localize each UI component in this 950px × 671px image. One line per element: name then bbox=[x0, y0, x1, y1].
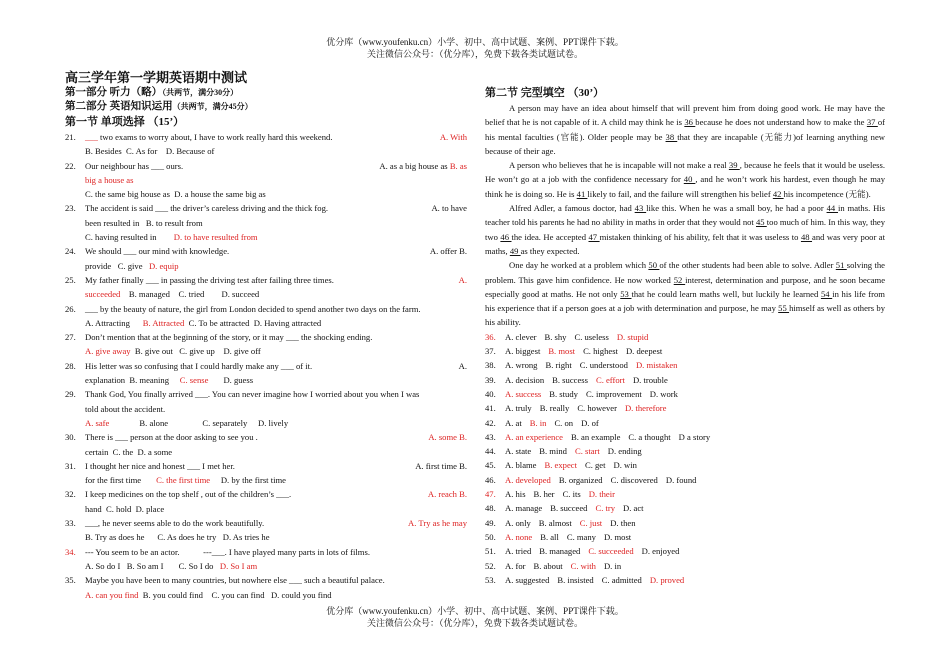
question-text: A. safe bbox=[85, 417, 110, 428]
question-item bbox=[65, 387, 467, 430]
part-one-title: 第一部分 听力（略） bbox=[65, 87, 163, 98]
answer-row bbox=[485, 487, 885, 501]
passage-text: of the other students had been able to solve. Adler bbox=[659, 260, 836, 271]
answer-option: C. get bbox=[584, 460, 606, 471]
question-line bbox=[85, 159, 467, 173]
answer-option: C. many bbox=[566, 531, 596, 542]
answer-option: C. try bbox=[595, 503, 616, 514]
question-line bbox=[85, 316, 467, 330]
blank-number: 51 bbox=[835, 260, 847, 271]
answer-option: C. its bbox=[562, 489, 581, 500]
passage-text: in maths. His teacher told his parents he had no ability in maths in order that they would not bbox=[485, 203, 886, 228]
question-line bbox=[85, 273, 467, 287]
question-text: been resulted in B. to result from bbox=[85, 217, 203, 228]
blank-number: 55 bbox=[778, 303, 790, 314]
question-text: ___ bbox=[85, 132, 98, 142]
blank-number: 52 bbox=[673, 274, 686, 285]
answer-option: B. almost bbox=[538, 517, 572, 528]
question-item bbox=[65, 430, 467, 459]
question-choice: A. reach B. bbox=[427, 489, 467, 500]
question-line bbox=[85, 359, 467, 373]
question-choice: A. as a big house as B. as bbox=[379, 160, 467, 171]
question-line bbox=[85, 559, 467, 573]
question-choice: A. first time B. bbox=[415, 460, 467, 471]
question-line bbox=[85, 187, 467, 201]
passage-text: his incompetence (无能). bbox=[783, 188, 871, 199]
question-text: B. Try as does he C. As does he try D. As tries he bbox=[85, 532, 270, 543]
answer-option: B. really bbox=[539, 403, 570, 414]
question-choice: B. bbox=[456, 432, 467, 443]
answer-option: B. about bbox=[533, 560, 563, 571]
question-number: 23. bbox=[65, 203, 76, 214]
answer-option: D. therefore bbox=[624, 403, 667, 414]
question-text: C. sense bbox=[179, 375, 209, 386]
question-number: 32. bbox=[65, 489, 76, 500]
answer-option: A. truly bbox=[505, 403, 532, 414]
question-item bbox=[65, 273, 467, 302]
question-item bbox=[65, 130, 467, 159]
question-text: B. give out C. give up D. give off bbox=[130, 346, 261, 357]
exam-title: 高三学年第一学期英语期中测试 bbox=[65, 70, 248, 85]
answer-option: D. proved bbox=[649, 574, 685, 585]
passage-text: that they are incapable (无能力)of learning anything new because of their age. bbox=[485, 131, 885, 156]
question-line bbox=[85, 387, 467, 401]
cloze-options bbox=[485, 330, 885, 587]
question-text: Maybe you have been to many countries, but nowhere else ___ such a beautiful palace. bbox=[85, 575, 385, 586]
answer-option: C. highest bbox=[583, 346, 618, 357]
question-text: C. To be attracted D. Having attracted bbox=[184, 317, 322, 328]
answer-option: B. all bbox=[540, 531, 559, 542]
answer-option: B. study bbox=[549, 388, 578, 399]
answer-option: D. work bbox=[649, 388, 678, 399]
answer-row bbox=[485, 516, 885, 530]
question-text: D. So I am bbox=[219, 560, 258, 571]
part-two-heading bbox=[65, 100, 467, 114]
answer-row bbox=[485, 501, 885, 515]
footer-line-1: 优分库（www.youfenku.cn）小学、初中、高中试题、案例、PPT课件下载。 bbox=[326, 606, 624, 616]
answer-option: A. developed bbox=[505, 474, 551, 485]
answer-number: 53. bbox=[485, 574, 496, 585]
blank-number: 44 bbox=[826, 203, 839, 214]
question-line bbox=[85, 287, 467, 301]
question-number: 29. bbox=[65, 389, 76, 400]
question-text: succeeded bbox=[85, 289, 121, 300]
answer-option: C. start bbox=[574, 446, 600, 457]
question-line bbox=[85, 144, 467, 158]
part-one-heading bbox=[65, 86, 467, 100]
question-text: --- You seem to be an actor. ---___. I have played many parts in lots of films. bbox=[85, 546, 370, 557]
answer-option: D. act bbox=[623, 503, 644, 514]
passage-text: solving the problem. This gave him confidence. He now worked bbox=[485, 260, 885, 285]
question-line bbox=[85, 216, 467, 230]
answer-option: A. manage bbox=[505, 503, 543, 514]
answer-option: B. insisted bbox=[557, 574, 594, 585]
section-two-heading: 第二节 完型填空 （30’） bbox=[485, 87, 605, 99]
question-item bbox=[65, 244, 467, 273]
answer-row bbox=[485, 416, 885, 430]
passage-text: and was very poor at maths, bbox=[485, 231, 885, 256]
answer-option: A. tried bbox=[505, 546, 532, 557]
question-text: ___ by the beauty of nature, the girl from London decided to spend another two days on the farm. bbox=[85, 303, 421, 314]
blank-number: 39 bbox=[728, 160, 740, 171]
question-number: 22. bbox=[65, 160, 76, 171]
passage-text: himself as well as others by his ability. bbox=[485, 303, 885, 328]
question-item bbox=[65, 573, 467, 602]
question-text: told about the accident. bbox=[85, 403, 166, 414]
blank-number: 45 bbox=[756, 217, 767, 228]
blank-number: 42 bbox=[772, 188, 784, 199]
question-text: two exams to worry about, I have to work really hard this weekend. bbox=[97, 132, 333, 142]
part-one-note: （共两节，满分30分） bbox=[162, 88, 239, 97]
question-line bbox=[85, 402, 467, 416]
answer-number: 41. bbox=[485, 403, 496, 414]
question-text: for the first time bbox=[85, 475, 157, 486]
answer-option: C. effort bbox=[595, 374, 625, 385]
answer-row bbox=[485, 373, 885, 387]
question-text: Our neighbour has ___ ours. bbox=[85, 160, 184, 171]
question-text: A. can you find bbox=[85, 589, 139, 600]
answer-option: D. win bbox=[613, 460, 637, 471]
answer-option: D. found bbox=[665, 474, 697, 485]
blank-number: 41 bbox=[576, 188, 588, 199]
left-column bbox=[65, 70, 467, 602]
question-text: I thought her nice and honest ___ I met her. bbox=[85, 460, 235, 471]
question-line bbox=[85, 588, 467, 602]
answer-option: D. deepest bbox=[625, 346, 663, 357]
answer-row bbox=[485, 559, 885, 573]
question-choice: B. as bbox=[449, 160, 467, 171]
passage-text: that he could learn maths well, but luckily he learned bbox=[631, 288, 821, 299]
answer-row bbox=[485, 344, 885, 358]
answer-option: D. their bbox=[588, 489, 615, 500]
answer-number: 48. bbox=[485, 503, 496, 514]
question-line bbox=[85, 545, 467, 559]
passage-text: A person who believes that he is incapable will not make a real bbox=[509, 160, 729, 171]
question-text: B. managed C. tried D. succeed bbox=[120, 289, 260, 300]
question-text: Don’t mention that at the beginning of the story, or it may ___ the shocking ending. bbox=[85, 332, 373, 343]
question-line bbox=[85, 459, 467, 473]
question-line bbox=[85, 473, 467, 487]
question-line bbox=[85, 130, 467, 144]
question-number: 21. bbox=[65, 132, 76, 142]
passage-paragraph bbox=[485, 201, 885, 258]
question-choice: A. Try as he may bbox=[408, 518, 467, 529]
question-text: Thank God, You finally arrived ___. You can never imagine how I worried about you when I was bbox=[85, 389, 420, 400]
passage-text: likely to fail, and the failure will strengthen his belief bbox=[587, 188, 773, 199]
answer-option: B. mind bbox=[539, 446, 567, 457]
question-line bbox=[85, 344, 467, 358]
question-text: B. Besides C. As for D. Because of bbox=[85, 146, 215, 157]
question-text: There is ___ person at the door asking to see you . bbox=[85, 432, 258, 443]
question-item bbox=[65, 330, 467, 359]
question-item bbox=[65, 516, 467, 545]
header-line-2: 关注微信公众号：（优分库），免费下载各类试题试卷。 bbox=[366, 49, 583, 59]
multiple-choice-questions bbox=[65, 130, 467, 602]
question-item bbox=[65, 302, 467, 331]
passage-text: in his life from his experience that if a person goes at a job with determination and purpose, he may bbox=[485, 288, 885, 314]
answer-option: D. trouble bbox=[632, 374, 668, 385]
answer-number: 44. bbox=[485, 446, 496, 457]
answer-number: 38. bbox=[485, 360, 496, 371]
answer-option: A. at bbox=[505, 417, 522, 428]
answer-row bbox=[485, 544, 885, 558]
page-footer bbox=[0, 605, 950, 629]
passage-text: , because he feels that it would be useless. He won’t go at a job with the confidence necessary for bbox=[485, 160, 885, 185]
passage-text: like this. When he was a small boy, he had a poor bbox=[646, 203, 827, 214]
question-choice: A. bbox=[458, 360, 467, 371]
answer-option: D. in bbox=[603, 560, 622, 571]
passage-paragraph bbox=[485, 101, 885, 158]
answer-row bbox=[485, 387, 885, 401]
answer-option: B. organized bbox=[558, 474, 603, 485]
question-text: D. equip bbox=[148, 260, 179, 271]
answer-option: B. expect bbox=[544, 460, 577, 471]
question-item bbox=[65, 487, 467, 516]
passage-text: One day he worked at a problem which bbox=[509, 260, 649, 271]
question-item bbox=[65, 159, 467, 202]
passage-text: , and he won’t work his hardest, even though he may think he is doing so. He is bbox=[485, 174, 886, 199]
answer-number: 47. bbox=[485, 489, 496, 500]
blank-number: 38 bbox=[665, 131, 678, 142]
right-column bbox=[485, 85, 885, 587]
question-text: I keep medicines on the top shelf , out of the children’s ___. bbox=[85, 489, 292, 500]
answer-option: A. only bbox=[505, 517, 531, 528]
section-one-heading: 第一节 单项选择 （15’） bbox=[65, 116, 185, 128]
question-text: explanation B. meaning bbox=[85, 375, 180, 386]
question-text: D. guess bbox=[208, 375, 254, 386]
question-number: 34. bbox=[65, 546, 76, 557]
question-line bbox=[85, 430, 467, 444]
question-line bbox=[85, 516, 467, 530]
answer-row bbox=[485, 401, 885, 415]
question-text: ___, he never seems able to do the work beautifully. bbox=[85, 518, 265, 529]
question-choice: A. some B. bbox=[428, 432, 467, 443]
cloze-passage bbox=[485, 101, 885, 330]
blank-number: 49 bbox=[509, 245, 521, 256]
answer-number: 43. bbox=[485, 431, 496, 442]
answer-option: D. of bbox=[581, 417, 599, 428]
question-number: 35. bbox=[65, 575, 76, 586]
page-header bbox=[0, 36, 950, 60]
question-text: C. the first time bbox=[156, 475, 211, 486]
answer-option: A. state bbox=[505, 446, 532, 457]
blank-number: 48 bbox=[800, 231, 813, 242]
question-line bbox=[85, 259, 467, 273]
question-number: 28. bbox=[65, 360, 76, 371]
answer-option: C. admitted bbox=[601, 574, 642, 585]
question-line bbox=[85, 173, 467, 187]
question-line bbox=[85, 244, 467, 258]
blank-number: 50 bbox=[648, 260, 660, 271]
answer-option: C. understood bbox=[579, 360, 628, 371]
answer-option: C. on bbox=[554, 417, 574, 428]
answer-row bbox=[485, 573, 885, 587]
answer-option: D. stupid bbox=[616, 331, 649, 342]
answer-option: A. success bbox=[505, 388, 542, 399]
question-text: The accident is said ___ the driver’s careless driving and the thick fog. bbox=[85, 203, 329, 214]
footer-line-2: 关注微信公众号：（优分库），免费下载各类试题试卷。 bbox=[366, 618, 583, 628]
question-line bbox=[85, 445, 467, 459]
answer-option: A. an experience bbox=[505, 431, 563, 442]
answer-option: A. biggest bbox=[505, 346, 541, 357]
passage-text: interest, determination and purpose, and he soon became especially good at maths. He not only bbox=[485, 274, 886, 299]
answer-option: A. his bbox=[505, 489, 526, 500]
answer-option: C. improvement bbox=[585, 388, 642, 399]
answer-option: B. in bbox=[529, 417, 547, 428]
question-line bbox=[85, 502, 467, 516]
answer-number: 42. bbox=[485, 417, 496, 428]
question-text: His letter was so confusing that I could hardly make any ___ of it. bbox=[85, 360, 313, 371]
answer-option: D a story bbox=[678, 431, 711, 442]
answer-row bbox=[485, 358, 885, 372]
question-text: C. having resulted in bbox=[85, 232, 174, 243]
question-text: big a house as bbox=[85, 174, 134, 185]
question-line bbox=[85, 373, 467, 387]
question-line bbox=[85, 530, 467, 544]
answer-option: D. most bbox=[603, 531, 632, 542]
header-line-1: 优分库（www.youfenku.cn）小学、初中、高中试题、案例、PPT课件下载。 bbox=[326, 37, 624, 47]
answer-row bbox=[485, 473, 885, 487]
answer-number: 39. bbox=[485, 374, 496, 385]
answer-number: 45. bbox=[485, 460, 496, 471]
question-line bbox=[85, 330, 467, 344]
passage-paragraph bbox=[485, 258, 885, 329]
answer-option: A. blame bbox=[505, 460, 537, 471]
answer-row bbox=[485, 430, 885, 444]
passage-text: of his mental faculties (官能). Older people may be bbox=[485, 117, 885, 142]
question-text: provide C. give bbox=[85, 260, 149, 271]
question-number: 26. bbox=[65, 303, 76, 314]
question-item bbox=[65, 201, 467, 244]
question-text: certain C. the D. a some bbox=[85, 446, 173, 457]
passage-text: mistaken thinking of his ability, felt that it was useless to bbox=[599, 231, 801, 242]
answer-option: C. succeeded bbox=[588, 546, 634, 557]
question-text: B. alone C. separately D. lively bbox=[109, 417, 289, 428]
question-text: C. the same big house as D. a house the same big as bbox=[85, 189, 266, 200]
question-line bbox=[85, 201, 467, 215]
question-choice: A. With bbox=[439, 132, 467, 142]
answer-number: 52. bbox=[485, 560, 496, 571]
answer-option: A. for bbox=[505, 560, 526, 571]
answer-option: B. most bbox=[548, 346, 576, 357]
question-number: 24. bbox=[65, 246, 76, 257]
question-line bbox=[85, 573, 467, 587]
passage-text: Alfred Adler, a famous doctor, had bbox=[509, 203, 635, 214]
question-number: 25. bbox=[65, 274, 76, 285]
answer-number: 51. bbox=[485, 546, 496, 557]
answer-option: A. decision bbox=[505, 374, 545, 385]
answer-option: C. just bbox=[579, 517, 603, 528]
answer-number: 36. bbox=[485, 331, 496, 342]
answer-number: 49. bbox=[485, 517, 496, 528]
question-choice: B. bbox=[456, 489, 467, 500]
part-two-note: （共两节，满分45分） bbox=[172, 102, 253, 111]
answer-option: C. useless bbox=[574, 331, 609, 342]
question-text: B. Attracted bbox=[142, 317, 185, 328]
question-choice: A. bbox=[458, 274, 467, 285]
question-line bbox=[85, 230, 467, 244]
answer-row bbox=[485, 444, 885, 458]
blank-number: 40 bbox=[683, 174, 696, 185]
answer-option: A. wrong bbox=[505, 360, 538, 371]
answer-option: B. shy bbox=[544, 331, 567, 342]
blank-number: 37 bbox=[866, 117, 878, 128]
blank-number: 36 bbox=[684, 117, 696, 128]
question-choice: A. offer B. bbox=[429, 246, 467, 257]
answer-option: C. discovered bbox=[610, 474, 658, 485]
answer-option: D. ending bbox=[607, 446, 642, 457]
question-text: D. to have resulted from bbox=[173, 232, 258, 243]
question-choice: A. to have bbox=[431, 203, 467, 214]
part-two-title: 第二部分 英语知识运用 bbox=[65, 101, 173, 112]
passage-text: too much of him. In this way, they two bbox=[485, 217, 885, 242]
question-item bbox=[65, 459, 467, 488]
answer-row bbox=[485, 458, 885, 472]
answer-option: A. suggested bbox=[505, 574, 550, 585]
question-line bbox=[85, 487, 467, 501]
answer-number: 40. bbox=[485, 388, 496, 399]
answer-option: C. with bbox=[570, 560, 596, 571]
question-text: A. Attracting bbox=[85, 317, 143, 328]
answer-option: A. none bbox=[505, 531, 533, 542]
question-item bbox=[65, 545, 467, 574]
question-text: D. by the first time bbox=[210, 475, 286, 486]
answer-row bbox=[485, 330, 885, 344]
answer-row bbox=[485, 530, 885, 544]
answer-option: C. a thought bbox=[628, 431, 671, 442]
answer-number: 46. bbox=[485, 474, 496, 485]
question-number: 31. bbox=[65, 460, 76, 471]
answer-option: D. then bbox=[610, 517, 636, 528]
answer-option: C. however bbox=[577, 403, 617, 414]
blank-number: 47 bbox=[588, 231, 600, 242]
answer-number: 37. bbox=[485, 346, 496, 357]
question-text: A. So do I B. So am I C. So I do bbox=[85, 560, 220, 571]
answer-option: D. enjoyed bbox=[641, 546, 680, 557]
question-line bbox=[85, 416, 467, 430]
question-number: 27. bbox=[65, 332, 76, 343]
question-item bbox=[65, 359, 467, 388]
passage-text: as they expected. bbox=[520, 245, 580, 256]
question-text: We should ___ our mind with knowledge. bbox=[85, 246, 230, 257]
question-number: 33. bbox=[65, 518, 76, 529]
question-text: hand C. hold D. place bbox=[85, 503, 165, 514]
answer-number: 50. bbox=[485, 531, 496, 542]
passage-text: because he does not understand how to make the bbox=[695, 117, 867, 128]
passage-text: A person may have an idea about himself that will prevent him from doing good work. He may have the belief that he is not capable of it. A child may think he is bbox=[485, 103, 885, 128]
question-text: My father finally ___ in passing the driving test after failing three times. bbox=[85, 274, 334, 285]
answer-option: D. mistaken bbox=[635, 360, 678, 371]
passage-paragraph bbox=[485, 158, 885, 201]
answer-option: A. clever bbox=[505, 331, 537, 342]
question-text: B. you could find C. you can find D. could you find bbox=[138, 589, 332, 600]
blank-number: 53 bbox=[620, 288, 632, 299]
question-line bbox=[85, 302, 467, 316]
answer-option: B. her bbox=[533, 489, 555, 500]
question-text: A. give away bbox=[85, 346, 131, 357]
blank-number: 46 bbox=[500, 231, 512, 242]
answer-option: B. right bbox=[545, 360, 572, 371]
blank-number: 43 bbox=[634, 203, 647, 214]
answer-option: B. an example bbox=[570, 431, 621, 442]
question-number: 30. bbox=[65, 432, 76, 443]
passage-text: the idea. He accepted bbox=[511, 231, 589, 242]
answer-option: B. success bbox=[552, 374, 588, 385]
answer-option: B. managed bbox=[539, 546, 581, 557]
answer-option: B. succeed bbox=[550, 503, 588, 514]
blank-number: 54 bbox=[820, 288, 833, 299]
